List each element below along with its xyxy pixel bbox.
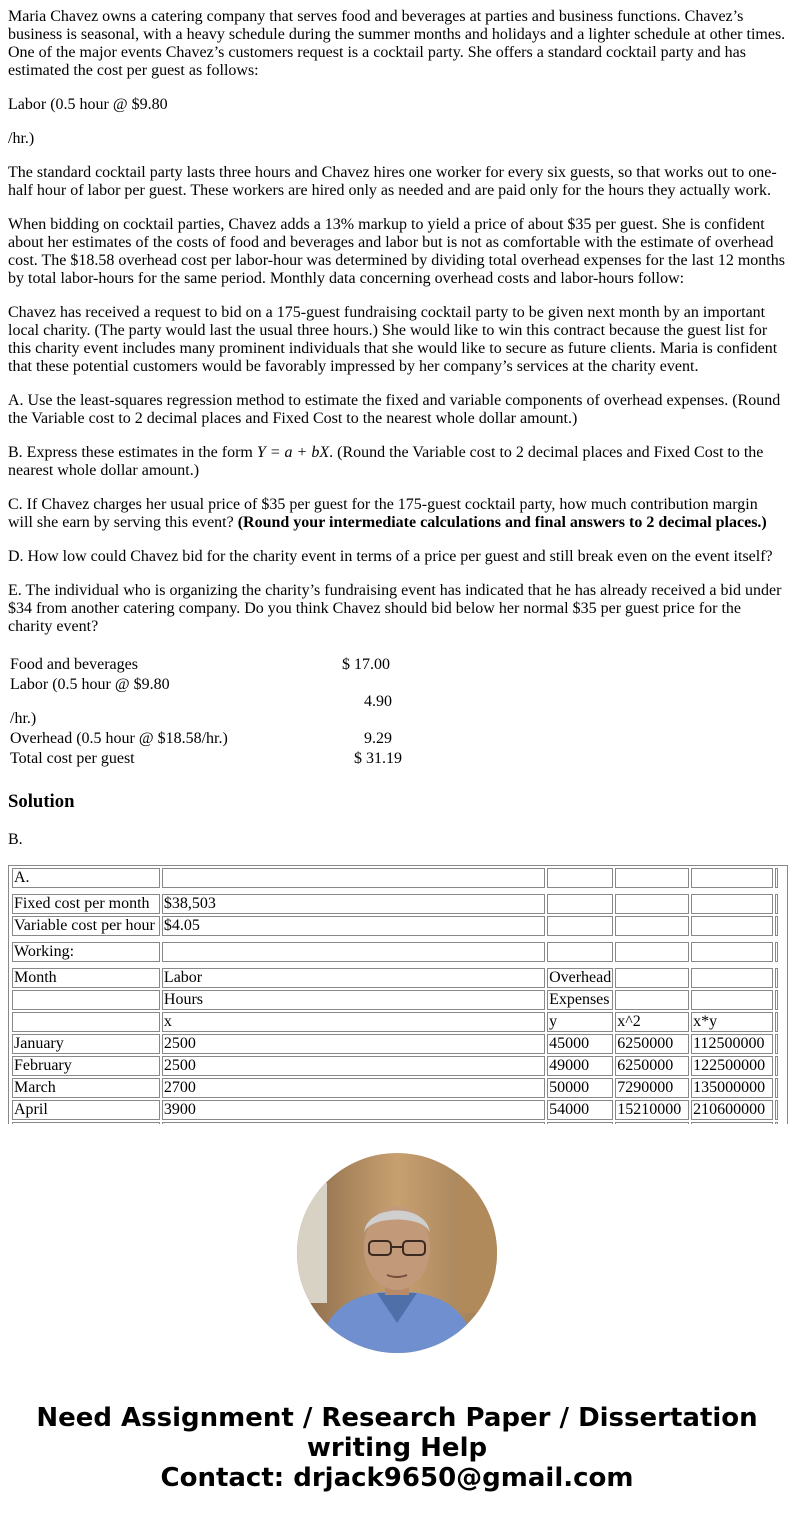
table-cell: 45000	[547, 1034, 613, 1054]
table-header-row	[12, 968, 778, 988]
question-c-bold: (Round your intermediate calculations and final answers to 2 decimal places.)	[237, 514, 767, 531]
table-cell	[547, 894, 613, 914]
table-cell: Working:	[12, 942, 160, 962]
food-label: Food and beverages	[10, 656, 138, 673]
table-row	[12, 1078, 778, 1098]
table-cell	[691, 1122, 773, 1124]
labor-label-2: /hr.)	[10, 710, 37, 727]
overhead-amount: 9.29	[364, 730, 392, 747]
table-row	[12, 868, 778, 888]
table-cell	[775, 1012, 778, 1032]
table-cell	[691, 868, 773, 888]
table-cell: 50000	[547, 1078, 613, 1098]
table-cell	[775, 1034, 778, 1054]
question-e: E. The individual who is organizing the charity’s fundraising event has indicated that he has already received a bid under $34 from another catering company. Do you think Chavez should bid below her normal $35 per guest price for the charity event?	[8, 582, 782, 635]
table-cell: 6250000	[615, 1056, 689, 1076]
question-b	[8, 444, 786, 480]
table-cell	[547, 1122, 613, 1124]
table-cell	[162, 1122, 545, 1124]
table-cell	[775, 894, 778, 914]
solution-heading: Solution	[8, 791, 75, 812]
request-paragraph: Chavez has received a request to bid on a 175-guest fundraising cocktail party to be given next month by an important local charity. (The party would last the usual three hours.) She would like to win this contract because the guest list for this charity event includes many prominent individuals that she would like to secure as future clients. Maria is confident that these potential customers would be favorably impressed by her company’s services at the charity event.	[8, 304, 778, 375]
table-cell: A.	[12, 868, 160, 888]
table-row	[12, 894, 778, 914]
table-cell: Labor	[162, 968, 545, 988]
food-amount: $ 17.00	[342, 656, 390, 673]
table-cell: Fixed cost per month	[12, 894, 160, 914]
table-cell: x^2	[615, 1012, 689, 1032]
footer-line-1: Need Assignment / Research Paper / Dissertation	[36, 1403, 758, 1433]
table-cell: 3900	[162, 1100, 545, 1120]
table-cell	[615, 868, 689, 888]
table-cell: 6250000	[615, 1034, 689, 1054]
solution-table	[10, 866, 780, 1124]
table-cell	[162, 868, 545, 888]
author-avatar	[297, 1153, 497, 1353]
table-cell: April	[12, 1100, 160, 1120]
table-header-row	[12, 1012, 778, 1032]
table-cell	[775, 916, 778, 936]
table-cell: Month	[12, 968, 160, 988]
table-cell	[691, 916, 773, 936]
bidding-paragraph: When bidding on cocktail parties, Chavez adds a 13% markup to yield a price of about $35 per guest. She is confident about her estimates of the costs of food and beverages and labor but is not as comfortable with the estimate of overhead cost. The $18.58 overhead cost per labor-hour was determined by dividing total overhead expenses for the last 12 months by total labor-hours for the same period. Monthly data concerning overhead costs and labor-hours follow:	[8, 216, 785, 287]
labor-label-1: Labor (0.5 hour @ $9.80	[10, 676, 170, 693]
table-cell	[691, 894, 773, 914]
table-cell	[775, 1078, 778, 1098]
question-b-pre: B. Express these estimates in the form	[8, 444, 257, 461]
table-cell: 2500	[162, 1056, 545, 1076]
table-cell: Variable cost per hour	[12, 916, 160, 936]
table-row	[12, 942, 778, 962]
labor-amount: 4.90	[364, 693, 392, 710]
labor-line-2: /hr.)	[8, 130, 35, 147]
table-cell	[615, 968, 689, 988]
footer-line-2: writing Help	[306, 1433, 488, 1463]
table-row	[12, 916, 778, 936]
table-cell	[12, 1012, 160, 1032]
table-cell: $38,503	[162, 894, 545, 914]
table-cell: 210600000	[691, 1100, 773, 1120]
table-cell	[775, 1056, 778, 1076]
author-portrait-image	[297, 1153, 497, 1353]
table-cell	[615, 916, 689, 936]
table-row	[12, 1100, 778, 1120]
table-cell: Expenses	[547, 990, 613, 1010]
total-amount: $ 31.19	[354, 750, 402, 767]
table-header-row	[12, 990, 778, 1010]
solution-table-container[interactable]	[8, 865, 788, 1124]
table-cell: February	[12, 1056, 160, 1076]
question-c	[8, 496, 786, 532]
table-cell: 2700	[162, 1078, 545, 1098]
table-row	[12, 1034, 778, 1054]
table-cell: 135000000	[691, 1078, 773, 1098]
footer-contact-email[interactable]: Contact: drjack9650@gmail.com	[160, 1463, 634, 1493]
table-cell: Overhead	[549, 969, 612, 986]
table-row	[12, 1056, 778, 1076]
overhead-label: Overhead (0.5 hour @ $18.58/hr.)	[10, 730, 228, 747]
table-cell: 2500	[162, 1034, 545, 1054]
table-cell: January	[12, 1034, 160, 1054]
table-cell: March	[12, 1078, 160, 1098]
table-cell	[615, 1122, 689, 1124]
total-label: Total cost per guest	[10, 750, 135, 767]
table-cell: 15210000	[615, 1100, 689, 1120]
table-cell	[547, 916, 613, 936]
table-cell	[775, 1122, 778, 1124]
table-cell: 122500000	[691, 1056, 773, 1076]
table-cell: x*y	[691, 1012, 773, 1032]
table-cell	[615, 942, 689, 962]
table-cell	[547, 942, 613, 962]
table-cell: y	[547, 1012, 613, 1032]
table-cell: 7290000	[615, 1078, 689, 1098]
table-cell	[775, 990, 778, 1010]
table-cell	[12, 990, 160, 1010]
table-cell	[615, 990, 689, 1010]
table-cell: $4.05	[162, 916, 545, 936]
table-cell	[12, 1122, 160, 1124]
table-cell	[691, 942, 773, 962]
table-cell	[547, 868, 613, 888]
solution-part-label: B.	[8, 831, 23, 848]
table-cell	[162, 942, 545, 962]
table-cell	[775, 1100, 778, 1120]
table-cell	[691, 990, 773, 1010]
standard-party-paragraph: The standard cocktail party lasts three hours and Chavez hires one worker for every six guests, so that works out to one-half hour of labor per guest. These workers are hired only as needed and are paid only for the hours they actually work.	[8, 164, 777, 199]
table-cell	[775, 868, 778, 888]
question-d: D. How low could Chavez bid for the charity event in terms of a price per guest and still break even on the event itself?	[8, 548, 773, 565]
table-cell: x	[162, 1012, 545, 1032]
table-cell: 54000	[547, 1100, 613, 1120]
table-cell: Hours	[162, 990, 545, 1010]
question-b-post: . (Round the Variable cost to 2 decimal places and Fixed Cost to the nearest whole dollar amount.)	[8, 444, 764, 479]
table-row	[12, 1122, 778, 1124]
labor-line-1: Labor (0.5 hour @ $9.80	[8, 96, 168, 113]
contact-footer	[0, 1403, 794, 1493]
table-cell: 112500000	[691, 1034, 773, 1054]
table-cell	[615, 894, 689, 914]
question-b-formula: Y = a + bX	[256, 444, 330, 461]
question-c-pre: C. If Chavez charges her usual price of $35 per guest for the 175-guest cocktail party, how much contribution margin will she earn by serving this event?	[8, 496, 758, 531]
table-cell	[775, 942, 778, 962]
table-cell: 49000	[547, 1056, 613, 1076]
table-cell	[775, 968, 778, 988]
question-a: A. Use the least-squares regression method to estimate the fixed and variable components of overhead expenses. (Round the Variable cost to 2 decimal places and Fixed Cost to the nearest whole dollar amount.)	[8, 392, 781, 427]
table-cell	[691, 968, 773, 988]
intro-paragraph: Maria Chavez owns a catering company that serves food and beverages at parties and business functions. Chavez’s business is seasonal, with a heavy schedule during the summer months and holidays and a lighter schedule at other times. One of the major events Chavez’s customers request is a cocktail party. She offers a standard cocktail party and has estimated the cost per guest as follows:	[8, 8, 786, 79]
